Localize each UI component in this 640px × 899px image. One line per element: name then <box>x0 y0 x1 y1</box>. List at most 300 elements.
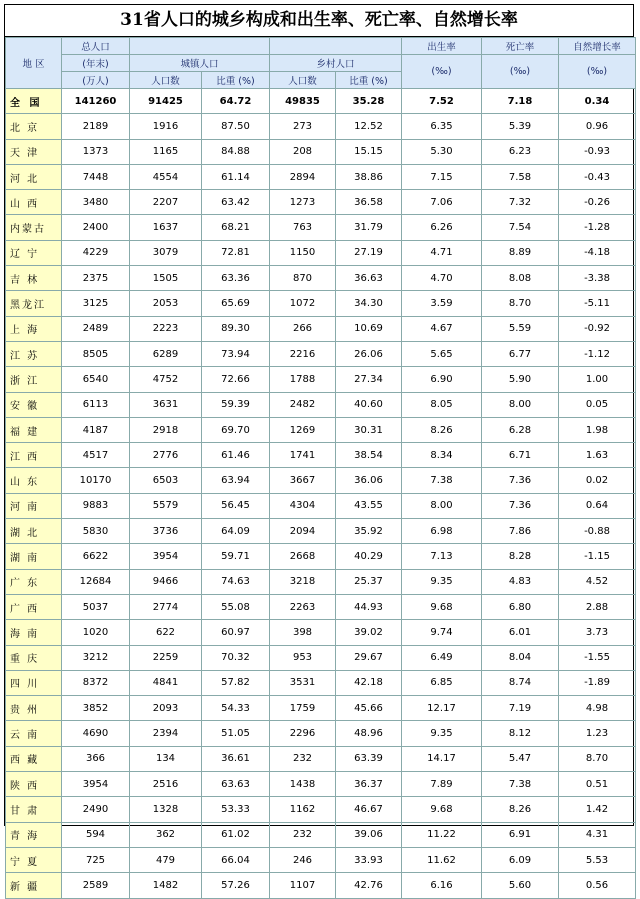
cell-rural-count: 266 <box>270 316 336 341</box>
cell-urban-count: 1637 <box>130 215 202 240</box>
cell-rural-count: 232 <box>270 822 336 847</box>
cell-rural-count: 3531 <box>270 670 336 695</box>
cell-death-rate: 8.26 <box>482 797 559 822</box>
cell-region: 内蒙古 <box>6 215 62 240</box>
cell-region: 浙 江 <box>6 367 62 392</box>
cell-total-pop: 3212 <box>62 645 130 670</box>
cell-rural-count: 2296 <box>270 721 336 746</box>
cell-birth-rate: 6.49 <box>402 645 482 670</box>
cell-birth-rate: 11.22 <box>402 822 482 847</box>
table-row <box>6 670 636 695</box>
cell-total-pop: 3125 <box>62 291 130 316</box>
cell-death-rate: 7.19 <box>482 696 559 721</box>
cell-urban-ratio: 61.14 <box>202 164 270 189</box>
cell-urban-ratio: 56.45 <box>202 493 270 518</box>
cell-rural-ratio: 27.34 <box>336 367 402 392</box>
cell-rural-count: 763 <box>270 215 336 240</box>
cell-region: 江 苏 <box>6 341 62 366</box>
cell-birth-rate: 8.00 <box>402 493 482 518</box>
cell-total-pop: 3480 <box>62 190 130 215</box>
cell-natural-growth-rate: 1.42 <box>559 797 636 822</box>
table-row <box>6 341 636 366</box>
cell-urban-count: 622 <box>130 620 202 645</box>
cell-natural-growth-rate: 0.34 <box>559 89 636 114</box>
cell-region: 山 西 <box>6 190 62 215</box>
cell-natural-growth-rate: -0.88 <box>559 519 636 544</box>
cell-natural-growth-rate: 4.31 <box>559 822 636 847</box>
cell-death-rate: 7.38 <box>482 772 559 797</box>
cell-urban-ratio: 73.94 <box>202 341 270 366</box>
cell-total-pop: 6113 <box>62 392 130 417</box>
cell-urban-ratio: 64.09 <box>202 519 270 544</box>
cell-birth-rate: 12.17 <box>402 696 482 721</box>
cell-region: 山 东 <box>6 468 62 493</box>
cell-rural-ratio: 38.54 <box>336 443 402 468</box>
header-rural-ratio: 比重 (%) <box>336 72 402 89</box>
cell-region: 新 疆 <box>6 873 62 898</box>
cell-region: 江 西 <box>6 443 62 468</box>
cell-natural-growth-rate: 5.53 <box>559 847 636 872</box>
header-birth-unit: (‰) <box>402 55 482 89</box>
cell-birth-rate: 9.74 <box>402 620 482 645</box>
cell-natural-growth-rate: 1.63 <box>559 443 636 468</box>
cell-natural-growth-rate: -1.89 <box>559 670 636 695</box>
cell-rural-count: 953 <box>270 645 336 670</box>
cell-total-pop: 4229 <box>62 240 130 265</box>
cell-region: 吉 林 <box>6 266 62 291</box>
table-row <box>6 873 636 898</box>
cell-death-rate: 8.70 <box>482 291 559 316</box>
cell-total-pop: 2189 <box>62 114 130 139</box>
cell-natural-growth-rate: -0.26 <box>559 190 636 215</box>
cell-total-pop: 594 <box>62 822 130 847</box>
cell-birth-rate: 8.05 <box>402 392 482 417</box>
cell-urban-count: 3736 <box>130 519 202 544</box>
cell-region: 安 徽 <box>6 392 62 417</box>
cell-death-rate: 8.74 <box>482 670 559 695</box>
cell-urban-count: 2259 <box>130 645 202 670</box>
cell-urban-count: 2776 <box>130 443 202 468</box>
cell-region: 辽 宁 <box>6 240 62 265</box>
cell-urban-count: 2053 <box>130 291 202 316</box>
cell-natural-growth-rate: -1.28 <box>559 215 636 240</box>
cell-rural-count: 2668 <box>270 544 336 569</box>
table-row <box>6 847 636 872</box>
cell-rural-count: 2482 <box>270 392 336 417</box>
cell-rural-ratio: 40.60 <box>336 392 402 417</box>
table-row <box>6 240 636 265</box>
header-natural-unit: (‰) <box>559 55 636 89</box>
cell-natural-growth-rate: -4.18 <box>559 240 636 265</box>
cell-urban-count: 2223 <box>130 316 202 341</box>
cell-region: 重 庆 <box>6 645 62 670</box>
cell-total-pop: 725 <box>62 847 130 872</box>
cell-birth-rate: 3.59 <box>402 291 482 316</box>
header-rural-blank <box>270 38 402 55</box>
cell-urban-ratio: 84.88 <box>202 139 270 164</box>
cell-rural-count: 1273 <box>270 190 336 215</box>
cell-rural-ratio: 31.79 <box>336 215 402 240</box>
cell-urban-ratio: 36.61 <box>202 746 270 771</box>
cell-birth-rate: 14.17 <box>402 746 482 771</box>
cell-rural-ratio: 42.18 <box>336 670 402 695</box>
cell-total-pop: 12684 <box>62 569 130 594</box>
cell-birth-rate: 6.85 <box>402 670 482 695</box>
cell-region: 湖 北 <box>6 519 62 544</box>
cell-death-rate: 7.54 <box>482 215 559 240</box>
cell-death-rate: 5.90 <box>482 367 559 392</box>
cell-total-pop: 9883 <box>62 493 130 518</box>
cell-natural-growth-rate: 0.64 <box>559 493 636 518</box>
cell-rural-count: 398 <box>270 620 336 645</box>
header-urban-ratio: 比重 (%) <box>202 72 270 89</box>
header-rural: 乡村人口 <box>270 55 402 72</box>
cell-birth-rate: 4.67 <box>402 316 482 341</box>
cell-rural-count: 1162 <box>270 797 336 822</box>
cell-natural-growth-rate: 4.98 <box>559 696 636 721</box>
table-row <box>6 392 636 417</box>
cell-rural-count: 1759 <box>270 696 336 721</box>
cell-rural-count: 49835 <box>270 89 336 114</box>
table-row <box>6 544 636 569</box>
cell-rural-ratio: 39.06 <box>336 822 402 847</box>
cell-rural-count: 2216 <box>270 341 336 366</box>
cell-region: 北 京 <box>6 114 62 139</box>
cell-rural-ratio: 25.37 <box>336 569 402 594</box>
cell-region: 河 北 <box>6 164 62 189</box>
population-table <box>5 37 636 899</box>
cell-rural-count: 208 <box>270 139 336 164</box>
cell-birth-rate: 5.30 <box>402 139 482 164</box>
cell-death-rate: 6.09 <box>482 847 559 872</box>
cell-total-pop: 141260 <box>62 89 130 114</box>
cell-urban-count: 362 <box>130 822 202 847</box>
cell-total-pop: 2375 <box>62 266 130 291</box>
cell-rural-ratio: 40.29 <box>336 544 402 569</box>
cell-urban-ratio: 66.04 <box>202 847 270 872</box>
header-total-pop-year: (年末) <box>62 55 130 72</box>
table-row <box>6 468 636 493</box>
cell-urban-count: 2918 <box>130 417 202 442</box>
cell-region: 福 建 <box>6 417 62 442</box>
table-row <box>6 291 636 316</box>
table-row <box>6 266 636 291</box>
cell-urban-ratio: 69.70 <box>202 417 270 442</box>
cell-urban-ratio: 59.39 <box>202 392 270 417</box>
cell-death-rate: 7.36 <box>482 493 559 518</box>
cell-total-pop: 366 <box>62 746 130 771</box>
table-row <box>6 797 636 822</box>
cell-rural-ratio: 35.92 <box>336 519 402 544</box>
cell-birth-rate: 6.26 <box>402 215 482 240</box>
cell-total-pop: 10170 <box>62 468 130 493</box>
cell-total-pop: 1020 <box>62 620 130 645</box>
cell-total-pop: 4517 <box>62 443 130 468</box>
cell-region: 青 海 <box>6 822 62 847</box>
cell-rural-ratio: 36.63 <box>336 266 402 291</box>
cell-region: 陕 西 <box>6 772 62 797</box>
cell-death-rate: 6.71 <box>482 443 559 468</box>
cell-urban-count: 3954 <box>130 544 202 569</box>
table-title: 31省人口的城乡构成和出生率、死亡率、自然增长率 <box>5 5 633 37</box>
cell-total-pop: 8372 <box>62 670 130 695</box>
cell-rural-ratio: 42.76 <box>336 873 402 898</box>
cell-urban-ratio: 61.02 <box>202 822 270 847</box>
cell-region: 宁 夏 <box>6 847 62 872</box>
cell-natural-growth-rate: 0.05 <box>559 392 636 417</box>
cell-rural-ratio: 33.93 <box>336 847 402 872</box>
cell-region: 上 海 <box>6 316 62 341</box>
cell-rural-ratio: 30.31 <box>336 417 402 442</box>
cell-death-rate: 5.39 <box>482 114 559 139</box>
cell-birth-rate: 9.68 <box>402 797 482 822</box>
cell-region: 西 藏 <box>6 746 62 771</box>
cell-natural-growth-rate: -1.55 <box>559 645 636 670</box>
cell-rural-ratio: 27.19 <box>336 240 402 265</box>
cell-rural-ratio: 43.55 <box>336 493 402 518</box>
cell-urban-ratio: 72.66 <box>202 367 270 392</box>
cell-rural-count: 3667 <box>270 468 336 493</box>
cell-rural-count: 2894 <box>270 164 336 189</box>
cell-death-rate: 6.28 <box>482 417 559 442</box>
cell-urban-count: 4554 <box>130 164 202 189</box>
cell-death-rate: 6.77 <box>482 341 559 366</box>
table-row <box>6 594 636 619</box>
cell-rural-ratio: 34.30 <box>336 291 402 316</box>
cell-urban-ratio: 68.21 <box>202 215 270 240</box>
cell-birth-rate: 4.70 <box>402 266 482 291</box>
cell-total-pop: 2589 <box>62 873 130 898</box>
cell-birth-rate: 8.26 <box>402 417 482 442</box>
cell-birth-rate: 6.16 <box>402 873 482 898</box>
cell-urban-count: 2394 <box>130 721 202 746</box>
cell-region: 河 南 <box>6 493 62 518</box>
cell-death-rate: 6.23 <box>482 139 559 164</box>
cell-rural-count: 870 <box>270 266 336 291</box>
cell-birth-rate: 7.13 <box>402 544 482 569</box>
cell-urban-ratio: 63.42 <box>202 190 270 215</box>
table-row <box>6 367 636 392</box>
cell-total-pop: 3852 <box>62 696 130 721</box>
cell-natural-growth-rate: -5.11 <box>559 291 636 316</box>
cell-rural-ratio: 44.93 <box>336 594 402 619</box>
header-death-unit: (‰) <box>482 55 559 89</box>
cell-total-pop: 2489 <box>62 316 130 341</box>
cell-rural-count: 1072 <box>270 291 336 316</box>
table-row <box>6 139 636 164</box>
cell-urban-count: 6503 <box>130 468 202 493</box>
cell-natural-growth-rate: 0.96 <box>559 114 636 139</box>
cell-urban-count: 4752 <box>130 367 202 392</box>
header-natural: 自然增长率 <box>559 38 636 55</box>
cell-urban-count: 2516 <box>130 772 202 797</box>
table-row <box>6 772 636 797</box>
cell-rural-count: 4304 <box>270 493 336 518</box>
cell-urban-ratio: 63.94 <box>202 468 270 493</box>
cell-urban-ratio: 61.46 <box>202 443 270 468</box>
cell-total-pop: 5037 <box>62 594 130 619</box>
cell-death-rate: 7.58 <box>482 164 559 189</box>
cell-natural-growth-rate: 1.23 <box>559 721 636 746</box>
cell-natural-growth-rate: -3.38 <box>559 266 636 291</box>
cell-urban-ratio: 64.72 <box>202 89 270 114</box>
cell-natural-growth-rate: 1.00 <box>559 367 636 392</box>
header-urban-blank <box>130 38 270 55</box>
header-birth: 出生率 <box>402 38 482 55</box>
cell-birth-rate: 7.15 <box>402 164 482 189</box>
cell-natural-growth-rate: -0.43 <box>559 164 636 189</box>
cell-urban-ratio: 70.32 <box>202 645 270 670</box>
cell-death-rate: 5.60 <box>482 873 559 898</box>
cell-urban-count: 6289 <box>130 341 202 366</box>
cell-region: 湖 南 <box>6 544 62 569</box>
cell-natural-growth-rate: 0.56 <box>559 873 636 898</box>
cell-region: 广 西 <box>6 594 62 619</box>
cell-death-rate: 8.89 <box>482 240 559 265</box>
cell-natural-growth-rate: 4.52 <box>559 569 636 594</box>
cell-region: 四 川 <box>6 670 62 695</box>
cell-birth-rate: 7.06 <box>402 190 482 215</box>
cell-death-rate: 7.18 <box>482 89 559 114</box>
header-total-pop-unit: (万人) <box>62 72 130 89</box>
cell-urban-count: 91425 <box>130 89 202 114</box>
cell-rural-ratio: 26.06 <box>336 341 402 366</box>
cell-urban-count: 1165 <box>130 139 202 164</box>
cell-death-rate: 7.86 <box>482 519 559 544</box>
cell-rural-count: 1107 <box>270 873 336 898</box>
cell-death-rate: 5.59 <box>482 316 559 341</box>
cell-natural-growth-rate: -1.15 <box>559 544 636 569</box>
cell-urban-count: 479 <box>130 847 202 872</box>
table-row <box>6 493 636 518</box>
table-row <box>6 519 636 544</box>
cell-region: 全 国 <box>6 89 62 114</box>
cell-natural-growth-rate: 2.88 <box>559 594 636 619</box>
cell-birth-rate: 9.68 <box>402 594 482 619</box>
cell-rural-ratio: 63.39 <box>336 746 402 771</box>
cell-urban-count: 1505 <box>130 266 202 291</box>
cell-death-rate: 6.91 <box>482 822 559 847</box>
cell-rural-count: 1741 <box>270 443 336 468</box>
table-row <box>6 645 636 670</box>
table-row <box>6 620 636 645</box>
cell-rural-ratio: 36.37 <box>336 772 402 797</box>
cell-urban-ratio: 51.05 <box>202 721 270 746</box>
header-urban: 城镇人口 <box>130 55 270 72</box>
cell-total-pop: 5830 <box>62 519 130 544</box>
header-rural-count: 人口数 <box>270 72 336 89</box>
table-row <box>6 822 636 847</box>
cell-birth-rate: 4.71 <box>402 240 482 265</box>
table-row <box>6 721 636 746</box>
cell-death-rate: 7.32 <box>482 190 559 215</box>
cell-total-pop: 3954 <box>62 772 130 797</box>
cell-total-pop: 4187 <box>62 417 130 442</box>
cell-total-pop: 2490 <box>62 797 130 822</box>
cell-urban-ratio: 65.69 <box>202 291 270 316</box>
cell-rural-count: 3218 <box>270 569 336 594</box>
cell-birth-rate: 9.35 <box>402 569 482 594</box>
table-row <box>6 190 636 215</box>
cell-urban-ratio: 53.33 <box>202 797 270 822</box>
cell-rural-ratio: 36.58 <box>336 190 402 215</box>
cell-region: 贵 州 <box>6 696 62 721</box>
cell-birth-rate: 7.89 <box>402 772 482 797</box>
cell-urban-count: 134 <box>130 746 202 771</box>
cell-rural-ratio: 45.66 <box>336 696 402 721</box>
cell-rural-count: 1788 <box>270 367 336 392</box>
cell-region: 广 东 <box>6 569 62 594</box>
cell-natural-growth-rate: -1.12 <box>559 341 636 366</box>
cell-death-rate: 8.28 <box>482 544 559 569</box>
cell-rural-ratio: 39.02 <box>336 620 402 645</box>
cell-urban-ratio: 54.33 <box>202 696 270 721</box>
cell-rural-ratio: 12.52 <box>336 114 402 139</box>
cell-birth-rate: 6.35 <box>402 114 482 139</box>
header-urban-count: 人口数 <box>130 72 202 89</box>
header-death: 死亡率 <box>482 38 559 55</box>
cell-urban-count: 3079 <box>130 240 202 265</box>
table-body <box>6 89 636 899</box>
cell-birth-rate: 11.62 <box>402 847 482 872</box>
cell-rural-count: 1269 <box>270 417 336 442</box>
cell-urban-ratio: 60.97 <box>202 620 270 645</box>
cell-urban-count: 1328 <box>130 797 202 822</box>
cell-urban-ratio: 72.81 <box>202 240 270 265</box>
cell-death-rate: 5.47 <box>482 746 559 771</box>
cell-total-pop: 6622 <box>62 544 130 569</box>
cell-urban-count: 9466 <box>130 569 202 594</box>
cell-rural-ratio: 38.86 <box>336 164 402 189</box>
cell-rural-ratio: 36.06 <box>336 468 402 493</box>
cell-total-pop: 2400 <box>62 215 130 240</box>
cell-urban-count: 2207 <box>130 190 202 215</box>
cell-rural-count: 2094 <box>270 519 336 544</box>
cell-urban-ratio: 89.30 <box>202 316 270 341</box>
cell-birth-rate: 7.52 <box>402 89 482 114</box>
cell-rural-ratio: 35.28 <box>336 89 402 114</box>
cell-rural-ratio: 10.69 <box>336 316 402 341</box>
cell-natural-growth-rate: -0.92 <box>559 316 636 341</box>
cell-urban-ratio: 87.50 <box>202 114 270 139</box>
cell-urban-ratio: 63.63 <box>202 772 270 797</box>
table-row <box>6 89 636 114</box>
cell-urban-count: 3631 <box>130 392 202 417</box>
cell-rural-count: 1150 <box>270 240 336 265</box>
table-row <box>6 114 636 139</box>
table-header <box>6 38 636 89</box>
cell-urban-ratio: 55.08 <box>202 594 270 619</box>
cell-urban-count: 5579 <box>130 493 202 518</box>
cell-natural-growth-rate: 3.73 <box>559 620 636 645</box>
cell-rural-count: 273 <box>270 114 336 139</box>
cell-death-rate: 7.36 <box>482 468 559 493</box>
cell-birth-rate: 7.38 <box>402 468 482 493</box>
table-row <box>6 417 636 442</box>
cell-urban-count: 2774 <box>130 594 202 619</box>
cell-region: 黑龙江 <box>6 291 62 316</box>
cell-death-rate: 8.04 <box>482 645 559 670</box>
header-region: 地 区 <box>6 38 62 89</box>
table-row <box>6 569 636 594</box>
cell-death-rate: 8.12 <box>482 721 559 746</box>
cell-total-pop: 1373 <box>62 139 130 164</box>
cell-region: 天 津 <box>6 139 62 164</box>
cell-rural-ratio: 29.67 <box>336 645 402 670</box>
cell-urban-ratio: 59.71 <box>202 544 270 569</box>
header-total-pop: 总人口 <box>62 38 130 55</box>
cell-birth-rate: 5.65 <box>402 341 482 366</box>
